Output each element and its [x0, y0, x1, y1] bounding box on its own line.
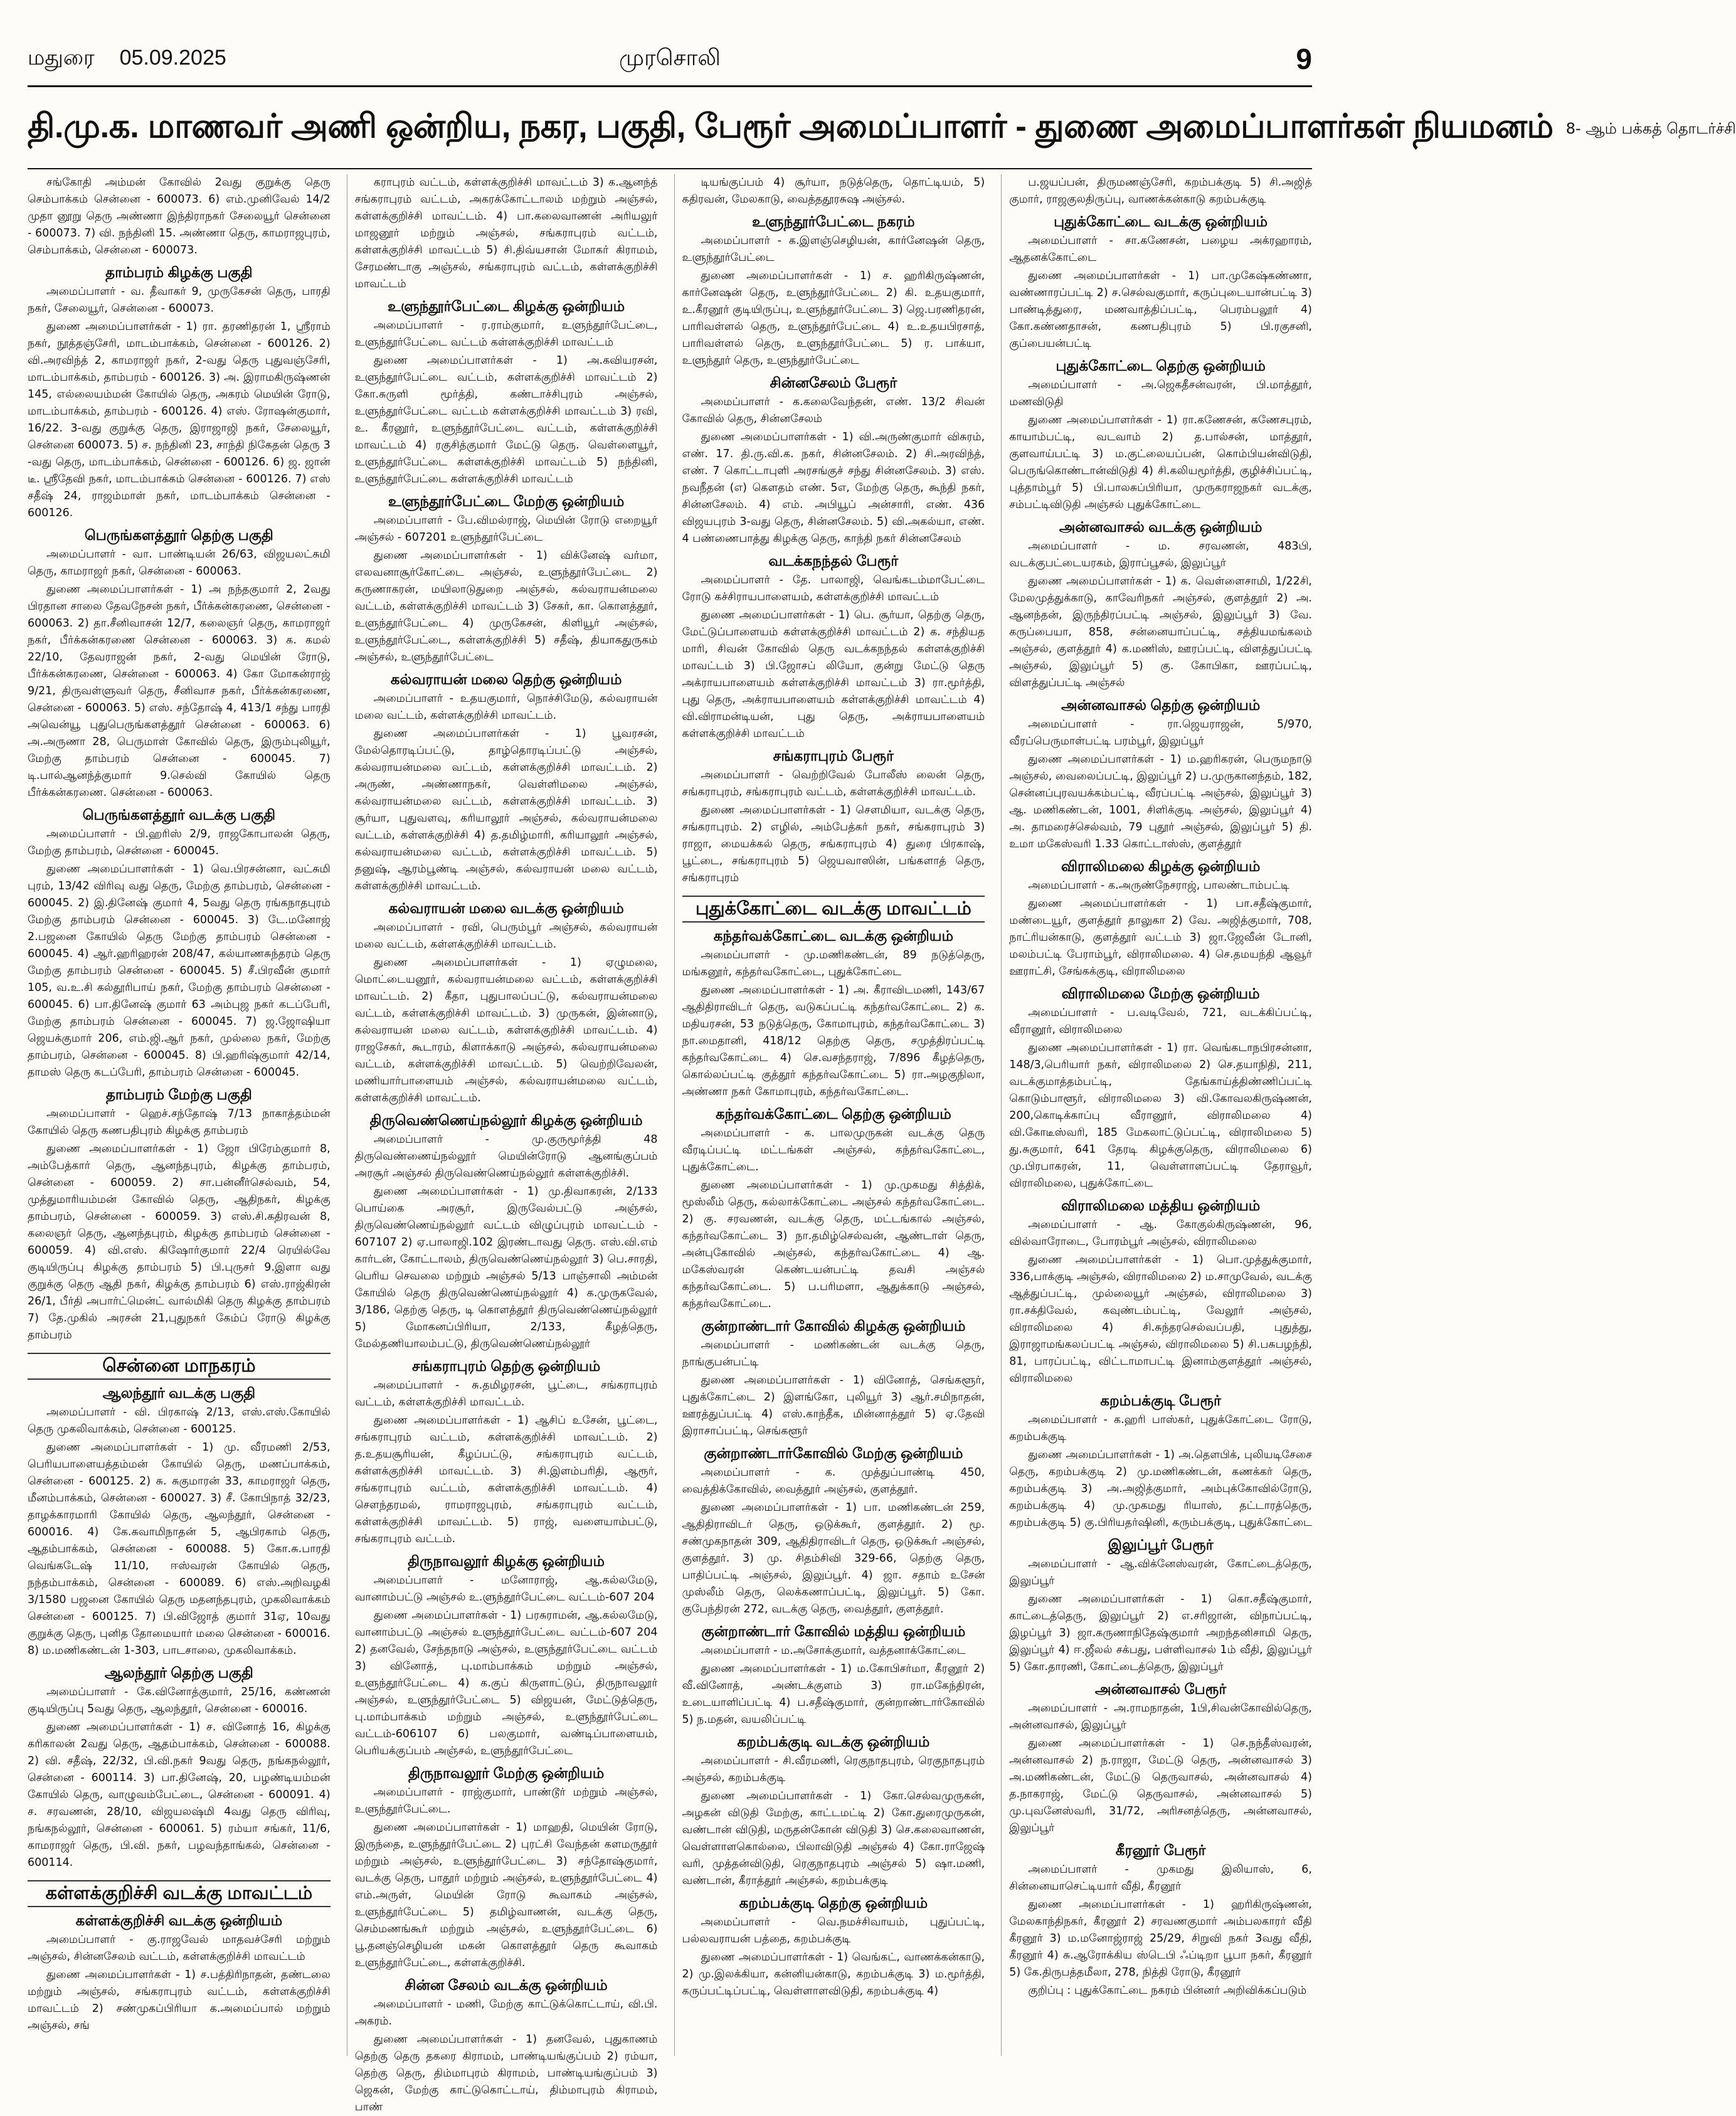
- article-column-4: [1001, 174, 1312, 2056]
- section-heading: திருநாவலூர் மேற்கு ஒன்றியம்: [408, 1765, 605, 1781]
- section-heading: சங்கராபுரம் தெற்கு ஒன்றியம்: [412, 1358, 601, 1374]
- section-heading: விராலிமலை கிழக்கு ஒன்றியம்: [1061, 858, 1261, 874]
- paragraph: அமைப்பாளர் - கு.ராஜவேல் மாதவச்சேரி மற்றும் அஞ்சல், சின்னசேலம் வட்டம், கள்ளக்குறிச்சி மாவட்டம்: [28, 1933, 331, 1963]
- paragraph: அமைப்பாளர் - பே.விமல்ராஜ், மெயின் ரோடு எறையூர் அஞ்சல் - 607201 உளுந்தூர்பேட்டை: [354, 514, 658, 544]
- continued-note: 8- ஆம் பக்கத் தொடர்ச்சி: [1565, 120, 1736, 137]
- paragraph: துணை அமைப்பாளர்கள் - 1) வெ.பிரசன்னா, வட்சுமி புரம், 13/42 விரிவு வது தெரு, மேற்கு தாம்பரம், சென்னை - 600045. 2) இ.தினேஷ் குமார் 4, 5வது தெரு ரங்கநாதபுரம் மேற்கு தாம்பரம் சென்னை - 600045. 3) டே.மனோஜ் 2.பஜனை கோயில் தெரு மேற்கு தாம்பரம் சென்னை - 600045. 4) ஆர்.ஹரிஹரன் 208/47, கல்யாணசுந்தரம் தெரு மேற்கு தாம்பரம் சென்னை - 600045. 5) சீ.பிரவீன் குமார் 105, வ.உ.சி கல்தூரிபாய் நகர், மேற்கு தாம்பரம் சென்னை - 600045. 6) பா.தினேஷ் குமார் 63 அம்புஜ நகர் கடப்பேரி, மேற்கு தாம்பரம் சென்னை - 600045. 7) ஜ.ஜோஷியா ஜெயக்குமார் 206, எம்.ஜி.ஆர் நகர், முல்லை நகர், மேற்கு தாம்பரம், சென்னை - 600045. 8) பி.ஹரிஷ்குமார் 42/14, தாமஸ் தெரு கடப்பேரி, தாம்பரம் சென்னை - 600045.: [28, 863, 331, 1079]
- section-heading: கீரனூர் பேரூர்: [1115, 1842, 1206, 1858]
- section-heading: குன்றாண்டார் கோவில் கிழக்கு ஒன்றியம்: [701, 1318, 966, 1334]
- section-heading: புதுக்கோட்டை தெற்கு ஒன்றியம்: [1056, 357, 1266, 374]
- paragraph: துணை அமைப்பாளர்கள் - 1) மு. வீரமணி 2/53, பெரியபாளையத்தம்மன் கோயில் தெரு, மணப்பாக்கம், சென்னை - 600125. 2) சு. சுகுமாரன் 33, காமராஜர் தெரு, மீனம்பாக்கம், சென்னை - 600027. 3) சீ. கோபிநாத் 32/23, தாழக்காரமாரி கோயில் தெரு, ஆலந்தூர், சென்னை - 600016. 4) கே.சுவாமிநாதன் 5, ஆபிரகாம் தெரு, ஆதம்பாக்கம், சென்னை - 600088. 5) கோ.சு.பாரதி வெங்கடேஷ் 11/10, ஈஸ்வரன் கோயில் தெரு, நந்தம்பாக்கம், சென்னை - 600089. 6) எஸ்.அறிவழகி 3/1580 பஜனை கோயில் தெரு மதனந்தபுரம், முகலிவாக்கம் சென்னை - 600125. 7) பி.விஜோத் குமார் 31ஏ, 10வது குறுக்கு தெரு, புனித தோமையார் மலை சென்னை - 600016. 8) ம.மணிகண்டன் 1-303, பாடசாலை, முகலிவாக்கம்.: [28, 1441, 331, 1657]
- paragraph: துணை அமைப்பாளர்கள் - 1) ரா.கணேசன், கணேசபுரம், காயாம்பட்டி, வடவாம் 2) த.பால்சன், மாத்தூர், குளவாய்பட்டி 3) ம.குட்லையப்பன், கொம்பியன்விடுதி, பெருங்கொண்டான்விடுதி 4) சி.கலியமூர்த்தி, குழிச்சிப்பட்டி, புத்தாம்பூர் 5) பி.பாலசுப்பிரியா, முருகராஜநகர் வடக்கு, சம்பட்டிவிடுதி அஞ்சல் புதுக்கோட்டை: [1009, 414, 1312, 511]
- section-heading: வடக்கநந்தல் பேரூர்: [768, 553, 899, 569]
- paragraph: துணை அமைப்பாளர்கள் - 1) வி.அருண்குமார் விசுரம், எண். 17. தி.ரு.வி.க. நகர், சின்னசேலம். 2) சி.அரவிந்த், எண். 7 கொட்டாபுளி அரசங்குச் சந்து சின்னசேலம். 3) எஸ். நவநீதன் (எ) கௌதம் எண். 5எ, மேற்கு தெரு, கூந்தி நகர், சின்னசேலம். 4) எம். அபியூப் அன்சாரி, எண். 436 விஜயபுரம் 3-வது தெரு, சின்னசேலம். 5) வி.அகல்யா, எண். 4 பண்ணைபாத்து கிழக்கு தெரு, காந்தி நகர் சின்னசேலம்: [682, 431, 985, 545]
- paragraph: துணை அமைப்பாளர்கள் - 1) பரசுராமன், ஆ.கல்லமேடு, வானாம்பட்டு அஞ்சல் உளுந்தூர்பேட்டை வட்டம்-607 204 2) தனவேல், சேந்தநாடு அஞ்சல், உளுந்தூர்பேட்டை வட்டம் 3) வினோத், பு.மாம்பாக்கம் மற்றும் அஞ்சல், உளுந்தூர்பேட்டை 4) க.குப் கிருளாட்டுப், திருநாவலூர் அஞ்சல், உளுந்தூர்பேட்டை 5) விஜயன், மேட்டுத்தெரு, பு.மாம்பாக்கம் மற்றும் அஞ்சல், உளுந்தூர்பேட்டை வட்டம்-606107 6) பலகுமார், வண்டிப்பாளையம், பெரியக்குப்பம் அஞ்சல், உளுந்தூர்பேட்டை: [354, 1609, 658, 1757]
- article-column-1: [28, 174, 331, 2056]
- paragraph: துணை அமைப்பாளர்கள் - 1) மு.திவாகரன், 2/133 பொய்கை அரசூர், இருவேல்பட்டு அஞ்சல், திருவெண்ணெய்நல்லூர் வட்டம் விழுப்புரம் மாவட்டம் - 607107 2) ஏ.பாலாஜி.102 இரண்டாவது தெரு. எஸ்.வி.எம் கார்டன், கோட்டாலம், திருவெண்ணெய்நல்லூர் 3) பெ.சாரதி, பெரிய செவலை மற்றும் அஞ்சல் 5/13 பாஞ்சாலி அம்மன் கோயில் தெரு திருவெண்ணெய்நல்லூர் 4) க.முருகவேல், 3/186, தெற்கு தெரு, டி கொளத்தூர் திருவெண்ணெய்நல்லூர் 5) மோகனப்பிரியா, 2/133, கீழத்தெரு, மேல்தணியாலம்பட்டு, திருவெண்ணெய்நல்லூர்: [354, 1185, 658, 1350]
- section-heading: கந்தர்வக்கோட்டை தெற்கு ஒன்றியம்: [715, 1106, 951, 1122]
- paragraph: துணை அமைப்பாளர்கள் - 1) பா.முகேஷ்கண்ணா, வண்ணாரப்பட்டி 2) ச.செல்வகுமார், கருப்புடையான்பட்டி 3) பாண்டித்துரை, மணவாத்திப்பட்டி, பெரம்பலூர் 4) கோ.கண்ணதாசன், கணபதிபுரம் 5) பி.ரகுசனி, குப்பையன்பட்டி: [1009, 270, 1312, 350]
- paragraph: அமைப்பாளர் - மு.குருமூர்த்தி 48 திருவெண்ணைய்நல்லூர் மெயின்ரோடு ஆனங்குப்பம் அரசூர் அஞ்சல் திருவெண்ணெய்நல்லூர் கள்ளக்குறிச்சி.: [354, 1133, 658, 1180]
- paragraph: துணை அமைப்பாளர்கள் - 1) மு.முகமது சித்திக், மூஸ்லீம் தெரு, கல்லாக்கோட்டை அஞ்சல் கந்தர்வகோட்டை. 2) கு. சரவணன், வடக்கு தெரு, மட்டங்கால் அஞ்சல், கந்தர்வகோட்டை 3) நா.தமிழ்செல்வன், ஆண்டாள் தெரு, அன்புகோவில் அஞ்சல், கந்தர்வகோட்டை 4) ஆ. மகேஸ்வரன் கெண்டயன்பட்டி தவசி அஞ்சல் கந்தர்வகோட்டை. 5) ப.பரிமளா, ஆதுக்காடு அஞ்சல், கந்தர்வகோட்டை.: [682, 1179, 985, 1310]
- paragraph: அமைப்பாளர் - கே.வினோத்குமார், 25/16, கண்ணன் குடியிருப்பு 5வது தெரு, ஆலந்தூர், சென்னை - 600016.: [28, 1686, 331, 1715]
- masthead-rule: [28, 85, 1312, 87]
- paragraph: அமைப்பாளர் - மணி, மேற்கு காட்டுக்கொட்டாய், வி.பி. அகரம்.: [354, 1998, 658, 2028]
- section-heading: திருநாவலூர் கிழக்கு ஒன்றியம்: [408, 1553, 605, 1569]
- paragraph: அமைப்பாளர் - வி. பிரகாஷ் 2/13, எஸ்.எஸ்.கோயில் தெரு முகலிவாக்கம், சென்னை - 600125.: [28, 1406, 331, 1436]
- paragraph: டியங்குப்பம் 4) சூர்யா, நடுத்தெரு, தொட்டியம், 5) கதிரவன், மேலகாடு, வைத்ததூரசுஷ அஞ்சல்.: [682, 176, 985, 206]
- section-heading: விராலிமலை மத்திய ஒன்றியம்: [1061, 1197, 1261, 1214]
- paragraph: அமைப்பாளர் - சா.கணேசன், பழைய அக்ரஹாரம், ஆதனக்கோட்டை: [1009, 235, 1312, 264]
- section-heading: தாம்பரம் கிழக்கு பகுதி: [105, 264, 253, 280]
- paragraph: அமைப்பாளர் - க.ஹரி பாஸ்கர், புதுக்கோட்டை ரோடு, கறம்பக்குடி: [1009, 1414, 1312, 1443]
- paragraph: துணை அமைப்பாளர்கள் - 1) கோ.செல்வமுருகன், அழகன் விடுதி மேற்கு, காட்டமட்டி 2) கோ.துரைமுருகன், வண்டான் விடுதி, மருதன்கோன் விடுதி 3) செ.கலைவாணன், வெள்ளாளகொல்லை, பிலாவிடுதி அஞ்சல் 4) கோ.ராஜேஷ் வரி, முத்தன்விடுதி, ரெகுநாதபுரம் அஞ்சல் 5) ஷா.மணி, வண்டான், கீராத்தூர் அஞ்சல், கறம்பக்குடி: [682, 1790, 985, 1887]
- paragraph: துணை அமைப்பாளர்கள் - 1) பெ. சூர்யா, தெற்கு தெரு, மேட்டுப்பாளையம் கள்ளக்குறிச்சி மாவட்டம் 2) க. சந்தியத மாரி, சிவன் கோவில் தெரு வடக்கநந்தல் கள்ளக்குறிச்சி மாவட்டம் 3) பி.ஜோசப் லியோ, குன்று மேட்டு தெரு அக்ராயபாளையம் கள்ளக்குறிச்சி மாவட்டம் 3) ரா.மூர்த்தி, புது தெரு, அக்ராயபாளையம் கள்ளக்குறிச்சி மாவட்டம் 4) வி.விராமன்டியன், புது தெரு, அக்ராயபாளையம் கள்ளக்குறிச்சி மாவட்டம்: [682, 609, 985, 740]
- paragraph: அமைப்பாளர் - மணிகண்டன் வடக்கு தெரு, நாங்குபன்பட்டி: [682, 1339, 985, 1368]
- paragraph: துணை அமைப்பாளர்கள் - 1) ஹரிகிருஷ்ணன், மேலகாந்திநகர், கீரனூர் 2) சரவணகுமார் அம்பலகாரர் வீதி கீரனூர் 3) ம.மனோஜ்ராஜ் 25/29, சிறுவி நகர் 3வது வீதி, கீரனூர் 4) சு.ஆரோக்கிய ஸ்டெபி ஃப்டிறா பூபா நகர், கீரனூர் 5) கே.திருபத்தமீலா, 278, நித்தி ரோடு, கீரனூர்: [1009, 1898, 1312, 1979]
- paragraph: துணை அமைப்பாளர்கள் - 1) செ.நந்தீஸ்வரன், அன்னவாசல் 2) ந.ராஜா, மேட்டு தெரு, அன்னவாசல் 3) அ.மணிகண்டன், மேட்டு தெருவாசல், அன்னவாசல் 4) த.நாகராஜ், மேட்டு தெருவாசல், அன்னவாசல் 5) மு.புவனேஸ்வரி, 31/72, அரிசனத்தெரு, அன்னவாசல், இலுப்பூர்: [1009, 1737, 1312, 1834]
- section-heading: சின்ன சேலம் வடக்கு ஒன்றியம்: [405, 1977, 608, 1993]
- paragraph: துணை அமைப்பாளர்கள் - 1) ச.பத்திரிநாதன், தண்டலை மற்றும் அஞ்சல், சங்கராபுரம் வட்டம், கள்ளக்குறிச்சி மாவட்டம் 2) சண்முகப்பிரியா க.அமைப்பால் மற்றும் அஞ்சல், சங்: [28, 1969, 331, 2032]
- section-heading: கறம்பக்குடி வடக்கு ஒன்றியம்: [737, 1733, 930, 1750]
- paragraph: துணை அமைப்பாளர்கள் - 1) ம.கோபிசர்மா, கீரனூர் 2) வீ.வினோத், அண்டக்குளம் 3) ரா.மகேந்திரன், உடையாளிப்பட்டி 4) ப.சதீஷ்குமார், குன்றாண்டார்கோவில் 5) ந.மதன், வயலிப்பட்டி: [682, 1663, 985, 1726]
- paragraph: துணை அமைப்பாளர்கள் - 1) ரா. தரணிதரன் 1, ஸ்ரீராம் நகர், நூத்தஞ்சேரி, மாடம்பாக்கம், சென்னை - 600126. 2) வி.அரவிந்த் 2, காமராஜர் நகர், 2-வது தெரு புதுவஞ்சேரி, மாடம்பாக்கம், தாம்பரம் - 600126. 3) அ. இராமகிருஷ்ணன் 145, எல்லையம்மன் கோயில் தெரு, அகரம் மெயின் ரோடு, மாடம்பாக்கம், தாம்பரம் - 600126. 4) எஸ். ரோஷன்குமார், 16/22. 3-வது குறுக்கு தெரு, இராஜாஜி நகர், சேலையூர், சென்னை 600073. 5) ச. நந்தினி 23, சாந்தி நிகேதன் தெரு 3 -வது தெரு, மாடம்பாக்கம், சென்னை - 600126. 6) ஜ. ஜான் டீ. ஸ்ரீதேவி நகர், மாடம்பாக்கம் சென்னை - 600126. 7) எஸ் சதீஷ் 24, ராஜம்மாள் நகர், மாடம்பாக்கம் சென்னை - 600126.: [28, 320, 331, 519]
- paragraph: அமைப்பாளர் - வா. பாண்டியன் 26/63, விஜயலட்சுமி தெரு, காமராஜர் நகர், சென்னை - 600063.: [28, 548, 331, 578]
- article-column-2: [347, 174, 658, 2113]
- section-heading: கறம்பக்குடி தெற்கு ஒன்றியம்: [739, 1895, 928, 1911]
- section-heading: திருவெண்ணெய்நல்லூர் கிழக்கு ஒன்றியம்: [369, 1112, 643, 1128]
- district-heading: கள்ளக்குறிச்சி வடக்கு மாவட்டம்: [28, 1880, 331, 1907]
- section-heading: ஆலந்தூர் வடக்கு பகுதி: [102, 1385, 256, 1401]
- paragraph: அமைப்பாளர் - வெற்றிவேல் போலீஸ் லைன் தெரு, சங்கராபுரம், சங்கராபுரம் வட்டம், கள்ளக்குறிச்சி மாவட்டம்.: [682, 769, 985, 798]
- paragraph: துணை அமைப்பாளர்கள் - 1) ஆசிப் உசேன், பூட்டை, சங்கராபுரம் வட்டம், கள்ளக்குறிச்சி மாவட்டம். 2) த.உதயசூரியன், கீழப்பட்டு, சங்கராபுரம் வட்டம், கள்ளக்குறிச்சி மாவட்டம். 3) சி.இளம்பரிதி, ஆரூர், சங்கராபுரம் வட்டம், கள்ளக்குறிச்சி மாவட்டம். 4) சௌந்தரமல், ராமராஜபுரம், சங்கராபுரம் வட்டம், கள்ளக்குறிச்சி மாவட்டம். 5) ராஜ், வளையாம்பட்டு, சங்கராபுரம் வட்டம்.: [354, 1414, 658, 1545]
- masthead-date: 05.09.2025: [119, 45, 226, 70]
- paragraph: அமைப்பாளர் - ரா.ஜெயராஜன், 5/970, வீரப்பெருமாள்பட்டி பரம்பூர், இலுப்பூர்: [1009, 718, 1312, 748]
- paragraph: துணை அமைப்பாளர்கள் - 1) க. வெள்ளைசாமி, 1/22சி, மேலமுத்துக்காடு, காவேரிநகர் அஞ்சல், குளத்தூர் 2) அ. ஆனந்தன், இருந்திரப்பட்டி அஞ்சல், இலுப்பூர் 3) வே. கருப்பையா, 858, சன்னையாப்பட்டி, சத்தியமங்கலம் அஞ்சல், குளத்தூர் 4) க.மணிஸ், ஊரப்பட்டி, விளத்துப்பட்டி அஞ்சல், இலுப்பூர் 5) கு. கோபிகா, ஊரப்பட்டி, விளத்துப்பட்டி அஞ்சல்: [1009, 575, 1312, 689]
- paragraph: துணை அமைப்பாளர்கள் - 1) பூவரசன், மேல்தொரடிப்பட்டு, தாழ்தொரடிப்பட்டு அஞ்சல், கல்வராயன்மலை வட்டம், கள்ளக்குறிச்சி மாவட்டம். 2) அருண், அண்ணாநகர், வெள்ளிமலை அஞ்சல், கல்வராயன்மலை வட்டம், கள்ளக்குறிச்சி மாவட்டம். 3) சூர்யா, புதுவளவு, கரியாலூர் அஞ்சல், கல்வராயன்மலை வட்டம், கள்ளக்குறிச்சி 4) த.தமிழ்மாரி, கரியாலூர் அஞ்சல், கல்வராயன்மலை வட்டம், கள்ளக்குறிச்சி மாவட்டம். 5) தனுஷ், ஆரம்பூண்டி அஞ்சல், கல்வராயன் மலை வட்டம், கள்ளக்குறிச்சி மாவட்டம்.: [354, 727, 658, 892]
- section-heading: அன்னவாசல் பேரூர்: [1094, 1681, 1227, 1697]
- paragraph: அமைப்பாளர் - மு.மணிகண்டன், 89 நடுத்தெரு, மங்கனூர், கந்தர்வகோட்டை, புதுக்கோட்டை: [682, 949, 985, 978]
- paragraph: அமைப்பாளர் - பி.ஹரிஸ் 2/9, ராஜகோபாலன் தெரு, மேற்கு தாம்பரம், சென்னை - 600045.: [28, 828, 331, 857]
- paragraph: துணை அமைப்பாளர்கள் - 1) ம.ஹரிகரன், பெருமநாடு அஞ்சல், வைலைப்பட்டி, இலுப்பூர் 2) ப.முருகானந்தம், 182, சென்னப்புரவயக்கம்பட்டி, வீரப்பட்டி அஞ்சல், இலுப்பூர் 3) ஆ. மணிகண்டன், 1001, சிளிக்குடி அஞ்சல், இலுப்பூர் 4) அ. தாமரைச்செல்வம், 79 புதூர் அஞ்சல், இலுப்பூர் 5) தி. உமா மகேஸ்வரி 1.33 கொட்டாஸ்ஸ், குளத்தூர்: [1009, 753, 1312, 850]
- paragraph: அமைப்பாளர் - வ. தீவாகர் 9, முருகேசன் தெரு, பாரதி நகர், சேலையூர், சென்னை - 600073.: [28, 285, 331, 315]
- masthead-city: மதுரை: [28, 45, 95, 70]
- paragraph: அமைப்பாளர் - சி.வீரமணி, ரெகுநாதபுரம், ரெகுநாதபுரம் அஞ்சல், கறம்பக்குடி: [682, 1755, 985, 1784]
- section-heading: தாம்பரம் மேற்கு பகுதி: [105, 1086, 252, 1103]
- section-heading: இலுப்பூர் பேரூர்: [1108, 1537, 1214, 1553]
- paragraph: துணை அமைப்பாளர்கள் - 1) பா. மணிகண்டன் 259, ஆதிதிராவிடர் தெரு, ஒடுக்கூர், குளத்தூர். 2) மூ. சண்முகநாதன் 309, ஆதிதிராவிடர் தெரு, ஒடுக்கூர் அஞ்சல், குளத்தூர். 3) மு. சிதம்சிவி 329-66, தெற்கு தெரு, பாதிப்பட்டி அஞ்சல், இலுப்பூர். 4) ஜா. சதாம் உசேன் முஸ்லீம் தெரு, லெக்கணாப்பட்டி, இலுப்பூர். 5) கோ. குபேந்திரன் 272, வடக்கு தெரு, வைத்தூர், குளத்தூர்.: [682, 1501, 985, 1616]
- paragraph: துணை அமைப்பாளர்கள் - 1) ச. வினோத் 16, கிழக்கு கரிகாலன் 2வது தெரு, ஆதம்பாக்கம், சென்னை - 600088. 2) வி. சதீஷ், 22/32, பி.வி.நகர் 9வது தெரு, நங்கநல்லூர், சென்னை - 600114. 3) பா.தினேஷ், 20, பழண்டியம்மன் கோயில் தெரு, வாழுவம்பேட்டை, சென்னை - 600091. 4) ச. சரவணன், 28/10, விஜயலஷ்மி 4வது தெரு விரிவு, நங்கநல்லூர், சென்னை - 600061. 5) ரம்யா சங்கர், 11/6, காமராஜர் தெரு, பி.வி. நகர், பழவந்தாங்கல், சென்னை - 600114.: [28, 1721, 331, 1869]
- section-heading: புதுக்கோட்டை வடக்கு ஒன்றியம்: [1054, 213, 1268, 230]
- paragraph: துணை அமைப்பாளர்கள் - 1) ச. ஹரிகிருஷ்ணன், கார்னேஷன் தெரு, உளுந்தூர்பேட்டை 2) கி. உதயகுமார், உ.கீரனூர் குடியிருப்பு, உளுந்தூர்பேட்டை 3) ஜெ.பரணிதரன், பாரிவள்ளல் தெரு, உளுந்தூர்பேட்டை 4) உ.உதயபிரசாத், பாரிவள்ளல் தெரு, உளுந்தூர்பேட்டை 5) ர. பாக்யா, உளுந்தூர் தெரு, உளுந்தூர்பேட்டை: [682, 270, 985, 367]
- section-heading: பெருங்களத்தூர் வடக்கு பகுதி: [82, 807, 276, 823]
- section-heading: ஆலந்தூர் தெற்கு பகுதி: [104, 1664, 253, 1681]
- section-heading: குன்றாண்டார் கோவில் மத்திய ஒன்றியம்: [701, 1623, 966, 1639]
- paragraph: குறிப்பு : புதுக்கோட்டை நகரம் பின்னர் அறிவிக்கப்படும்: [1028, 1984, 1307, 1997]
- paragraph: அமைப்பாளர் - ஆ.விக்னேஸ்வரன், கோட்டைத்தெரு, இலுப்பூர்: [1009, 1558, 1312, 1587]
- district-heading: புதுக்கோட்டை வடக்கு மாவட்டம்: [682, 896, 985, 923]
- paragraph: துணை அமைப்பாளர்கள் - 1) அ.தௌபிக், புலியடிசேசை தெரு, கறம்பக்குடி 2) மு.மணிகண்டன், கணக்கர் தெரு, கறம்பக்குடி 3) அ.அஜித்குமார், அம்புக்கோவில்ரோடு, கறம்பக்குடி 4) மு.முகமது ரியாஸ், தட்டாரத்தெரு, கறம்பக்குடி 5) கு.பிரியதர்ஷினி, கரும்பக்குடி, புதுக்கோட்டை: [1009, 1449, 1312, 1529]
- page-number: 9: [1296, 43, 1312, 75]
- paragraph: துணை அமைப்பாளர்கள் - 1) அ நந்தகுமார் 2, 2வது பிரதான சாலை தேவநேசன் நகர், பீர்க்கன்கரணை, சென்னை - 600063. 2) தா.சீனிவாசன் 12/7, கலைஞர் தெரு, காமராஜர் நகர், பீர்க்கன்கரணை சென்னை - 600063. 3) க. கமல் 22/10, தேவராஜன் நகர், 2-வது மெயின் ரோடு, பீர்க்கன்கரணை, சென்னை - 600063. 4) கோ மோகன்ராஜ் 9/21, திருவள்ளுவர் தெரு, சீனிவாச நகர், பீர்க்கன்கரணை, சென்னை - 600063. 5) எஸ். சந்தோஷ் 4, 413/1 சந்து பாரதி அவென்யூ புதுபெருங்களத்தூர் சென்னை - 600063. 6) அ.அருணா 28, பெருமாள் கோவில் தெரு, இரும்புலியூர், மேற்கு தாம்பரம் சென்னை - 600045. 7) டி.பால்ஆனந்த்குமார் 9.செல்வி கோயில் தெரு பீர்க்கன்கரணை. சென்னை - 600063.: [28, 583, 331, 799]
- paragraph: துணை அமைப்பாளர்கள் - 1) பொ.முத்துக்குமார், 336,பாக்குடி அஞ்சல், விராலிமலை 2) ம.சாமுவேல், வடக்கு ஆத்துப்பட்டி, முல்லையூர் அஞ்சல், விராலிமலை 3) ரா.சக்திவேல், கவுண்டம்பட்டி, வேலூர் அஞ்சல், விராலிமலை 4) சி.சுந்தரசெல்வப்பதி, புதுத்து, இராஜாமங்கலப்பட்டி அஞ்சல், விராலிமலை 5) சி.பசுபழந்தி, 81, பாரப்பட்டி, விட்டாமாபட்டி இனாம்குளத்தூர் அஞ்சல், விராலிமலை: [1009, 1254, 1312, 1385]
- paragraph: அமைப்பாளர் - ம.அசோக்குமார், வத்தனாக்கோட்டை: [701, 1644, 966, 1657]
- paragraph: துணை அமைப்பாளர்கள் - 1) வினோத், செங்களூர், புதுக்கோட்டை 2) இளங்கோ, புலியூர் 3) ஆர்.சமிநாதன், ஊரத்துப்பட்டி 4) எஸ்.காந்தீக, மின்னாத்தூர் 5) ஏ.தேவி இராசாப்பட்டி, செங்களூர்: [682, 1374, 985, 1437]
- paragraph: அமைப்பாளர் - தே. பாலாஜி, வெங்கடம்மாபேட்டை ரோடு கச்சிராயபாளையம், கள்ளக்குறிச்சி மாவட்டம்: [682, 574, 985, 603]
- paragraph: அமைப்பாளர் - க.அருண்நேசராஜ், பாலண்டாம்பட்டி: [1028, 879, 1289, 892]
- paragraph: துணை அமைப்பாளர்கள் - 1) தனவேல், புதுகாணம் தெற்கு தெரு தகரை கிராமம், பாண்டியங்குப்பம் 2) ரம்யா, தெற்கு தெரு, திம்மாபுரம் கிராமம், பாண்டியங்குப்பம் 3) ஜெகன், மேற்கு காட்டுகொட்டாய், திம்மாபுரம் கிராமம், பாண்: [354, 2033, 658, 2113]
- paragraph: அமைப்பாளர் - வெ.நமச்சிவாயம், புதுப்பட்டி, பல்லவராயன் பத்தை, கறம்பக்குடி: [682, 1916, 985, 1945]
- paragraph: அமைப்பாளர் - உதயகுமார், நொச்சிமேடு, கல்வராயன் மலை வட்டம், கள்ளக்குறிச்சி மாவட்டம்.: [354, 692, 658, 722]
- article-column-3: [674, 174, 985, 2056]
- headline-title: தி.மு.க. மாணவர் அணி ஒன்றிய, நகர, பகுதி, பேரூர் அமைப்பாளர் - துணை அமைப்பாளர்கள் நியமனம்: [28, 108, 1553, 145]
- paragraph: அமைப்பாளர் - க. பாலமுருகன் வடக்கு தெரு வீரடிப்பட்டி மட்டங்கள் அஞ்சல், கந்தர்வகோட்டை, புதுக்கோட்டை.: [682, 1127, 985, 1173]
- paragraph: அமைப்பாளர் - ர.ராம்குமார், உளுந்தூர்பேட்டை, உளுந்தூர்பேட்டை வட்டம் கள்ளக்குறிச்சி மாவட்டம்: [354, 319, 658, 349]
- paragraph: அமைப்பாளர் - க.இளஞ்செழியன், கார்னேஷன் தெரு, உளுந்தூர்பேட்டை: [682, 235, 985, 264]
- paragraph: துணை அமைப்பாளர்கள் - 1) ரா. வெங்கடாநபிரசன்னா, 148/3,பெரியார் நகர், விராலிமலை 2) செ.தயாநிதி, 211, வடக்குமாத்தம்பட்டி, தேங்காய்த்திண்ணிப்பட்டி கொடும்பாளூர், விராலிமலை 3) வி.கோவலகிருஷ்ணன், 200,கொடிக்காப்பு வீரானூர், விராலிமலை 4) வி.கோடீஸ்வரி, 185 மேகலாட்டுப்பட்டி, விராலிமலை 5) து.சுகுமார், 641 தேரடி கிழக்குதெரு, விராலிமலை 6) மு.பிரபாகரன், 11, வெள்ளாளப்பட்டி தேராவூர், விராலிமலை, புதுக்கோட்டை: [1009, 1042, 1312, 1190]
- paragraph: துணை அமைப்பாளர்கள் - 1) ஜோ பிரேம்குமார் 8, அம்பேத்கார் தெரு, ஆனந்தபுரம், கிழக்கு தாம்பரம், சென்னை - 600059. 2) சா.பன்னீர்செல்வம், 54, முத்துமாரியம்மன் கோவில் தெரு, ஆதிநகர், கிழக்கு தாம்பரம், சென்னை - 600059. 3) எஸ்.சி.கதிரவன் 8, கலைஞர் தெரு, ஆனந்தபுரம், கிழக்கு தாம்பரம் சென்னை - 600059. 4) வி.எஸ். கிஷோர்குமார் 22/4 ரெயில்வே குடியிருப்பு கிழக்கு தாம்பரம் 5) பி.புருசர் 9.இளா வது குறுக்கு தெரு ஆதி நகர், கிழக்கு தாம்பரம் 6) எஸ்.ராஜ்கிரன் 26/1, பீர்தி அபார்ட்மென்ட் வால்மிகி தெரு கிழக்கு தாம்பரம் 7) தே.முகில் அரசன் 21,புதுநகர் கேம்ப் ரோடு கிழக்கு தாம்பரம்: [28, 1143, 331, 1341]
- section-heading: கள்ளக்குறிச்சி வடக்கு ஒன்றியம்: [75, 1912, 283, 1928]
- section-heading: உளுந்தூர்பேட்டை கிழக்கு ஒன்றியம்: [388, 298, 625, 314]
- paragraph: அமைப்பாளர் - ம. சரவணன், 483பி, வடக்குபட்டையரகம், இராப்பூசல், இலுப்பூர்: [1009, 540, 1312, 569]
- paragraph: அமைப்பாளர் - ஹெச்.சந்தோஷ் 7/13 நாகாத்தம்மன் கோயில் தெரு கணபதிபுரம் கிழக்கு தாம்பரம்: [28, 1108, 331, 1137]
- paragraph: அமைப்பாளர் - க.கலைவேந்தன், எண். 13/2 சிவன் கோவில் தெரு, சின்னசேலம்: [682, 396, 985, 425]
- paragraph: துணை அமைப்பாளர்கள் - 1) சௌமியா, வடக்கு தெரு, சங்கராபுரம். 2) எழில், அம்பேத்கர் நகர், சங்கராபுரம் 3) ராஜா, மையக்கல் தெரு, சங்கராபுரம் 4) துரை பிரகாஷ், பூட்டை, சங்கராபுரம் 5) ஜெயவாஸின், பங்களாத் தெரு, சங்கராபுரம்: [682, 804, 985, 884]
- paragraph: அமைப்பாளர் - அ.ராமநாதன், 1பி,சிவன்கோவில்தெரு, அன்னவாசல், இலுப்பூர்: [1009, 1702, 1312, 1732]
- section-heading: உளுந்தூர்பேட்டை மேற்கு ஒன்றியம்: [388, 493, 625, 509]
- section-heading: சங்கராபுரம் பேரூர்: [773, 748, 894, 764]
- section-heading: உளுந்தூர்பேட்டை நகரம்: [752, 213, 915, 230]
- section-heading: கறம்பக்குடி பேரூர்: [1100, 1392, 1221, 1409]
- paragraph: அமைப்பாளர் - ப.வடிவேல், 721, வடக்கிப்பட்டி, வீரானூர், விராலிமலை: [1009, 1007, 1312, 1036]
- paragraph: அமைப்பாளர் - முகமது இலியாஸ், 6, சின்னையாசெட்டியார் வீதி, கீரனூர்: [1009, 1863, 1312, 1893]
- headline: [28, 94, 1736, 163]
- paragraph: அமைப்பாளர் - ராஜ்குமார், பாண்டூர் மற்றும் அஞ்சல், உளுந்தூர்பேட்டை.: [354, 1786, 658, 1816]
- masthead: [28, 36, 1312, 82]
- paragraph: துணை அமைப்பாளர்கள் - 1) விக்னேஷ் வர்மா, எலவனாசூர்கோட்டை அஞ்சல், உளுந்தூர்பேட்டை 2) கருணாகரன், மயிலாடுதுறை அஞ்சல், கல்வராயன்மலை வட்டம், கள்ளக்குறிச்சி மாவட்டம் 3) சேகர், கா. கொளத்தூர், உளுந்தூர்பேட்டை 4) முருகேசன், கிளியூர் அஞ்சல், உளுந்தூர்பேட்டை, கள்ளக்குறிச்சி 5) சதீஷ், தியாகதுருகம் அஞ்சல், உளுந்தூர்பேட்டை: [354, 549, 658, 664]
- headline-rule: [28, 168, 1312, 169]
- paragraph: துணை அமைப்பாளர்கள் - 1) வெங்கட், வாணக்கன்காடு, 2) மு.இலக்கியா, கன்னியன்காடு, கறம்பக்குடி 3) ம.மூர்த்தி, கருப்பட்டிப்பட்டி, வெள்ளாளவிடுதி, கறம்பக்குடி 4): [682, 1951, 985, 1997]
- section-heading: அன்னவாசல் தெற்கு ஒன்றியம்: [1061, 697, 1261, 713]
- paragraph: அமைப்பாளர் - ரவி, பெரும்பூர் அஞ்சல், கல்வராயன் மலை வட்டம், கள்ளக்குறிச்சி மாவட்டம்.: [354, 921, 658, 951]
- section-heading: அன்னவாசல் வடக்கு ஒன்றியம்: [1059, 519, 1262, 535]
- section-heading: கல்வராயன் மலை தெற்கு ஒன்றியம்: [390, 671, 622, 687]
- paragraph: அமைப்பாளர் - அ.ஜெகதீசன்வரன், பி.மாத்தூர், மணவிடுதி: [1009, 379, 1312, 408]
- district-heading: சென்னை மாநகரம்: [28, 1353, 331, 1380]
- section-heading: கந்தர்வக்கோட்டை வடக்கு ஒன்றியம்: [713, 928, 954, 944]
- paragraph: துணை அமைப்பாளர்கள் - 1) அ. கீராவிடமணி, 143/67 ஆதிதிராவிடர் தெரு, வடுகப்பட்டி கந்தர்வகோட்டை 2) க. மதியரசன், 53 நடுத்தெரு, கோமாபுரம், கந்தர்வகோட்டை 3) நா.மைதானி, 418/12 தெற்கு தெரு, சமுத்திரப்பட்டி கந்தர்வகோட்டை 4) செ.வசந்தராஜ், 7/896 கீழத்தெரு, கொல்லப்பட்டி குத்தூர் கந்தர்வகோட்டை 5) ரா.அழகுநிலா, அண்ணா நகர் கோமாபுரம், கந்தர்வகோட்டை.: [682, 984, 985, 1098]
- paragraph: துணை அமைப்பாளர்கள் - 1) அ.கவியரசன், உளுந்தூர்பேட்டை வட்டம், கள்ளக்குறிச்சி மாவட்டம் 2) கோ.சுருளி மூர்த்தி, கண்டாச்சிபுரம் அஞ்சல், உளுந்தூர்பேட்டை வட்டம் கள்ளக்குறிச்சி மாவட்டம் 3) ரவி, உ. கீரனூர், உளுந்தூர்பேட்டை வட்டம், கள்ளக்குறிச்சி மாவட்டம் 4) ரகுசித்குமார் மேட்டு தெரு. வெள்ளையூர், உளுந்தூர்பேட்டை கள்ளக்குறிச்சி மாவட்டம் 5) நந்தினி, உளுந்தூர்பேட்டை கள்ளக்குறிச்சி மாவட்டம்: [354, 354, 658, 485]
- paragraph: சங்கோதி அம்மன் கோவில் 2வது குறுக்கு தெரு செம்பாக்கம் சென்னை - 600073. 6) எம்.முனிவேல் 14/2 முதா னூறு தெரு அண்ணா இந்திராநகர் சேலையூர் சென்னை - 600073. 7) வி. நந்தினி 15. அண்ணா தெரு, காமராஜபுரம், செம்பாக்கம், சென்னை - 600073.: [28, 176, 331, 257]
- article-columns: [28, 174, 1312, 2113]
- section-heading: சின்னசேலம் பேரூர்: [770, 374, 897, 391]
- section-heading: கல்வராயன் மலை வடக்கு ஒன்றியம்: [388, 900, 624, 916]
- section-heading: பெருங்களத்தூர் தெற்கு பகுதி: [84, 527, 273, 543]
- paragraph: அமைப்பாளர் - ஆ. கோகுல்கிருஷ்ணன், 96, வில்வாரோடை, போரம்பூர் அஞ்சல், விராலிமலை: [1009, 1219, 1312, 1248]
- section-heading: விராலிமலை மேற்கு ஒன்றியம்: [1061, 985, 1260, 1002]
- paragraph: துணை அமைப்பாளர்கள் - 1) கொ.சதீஷ்குமார், காட்டைத்தெரு, இலுப்பூர் 2) எ.சரிஜான், விநாப்பட்டி, இழப்பூர் 3) ஜா.கருணாநிதேஷ்குமார் அறந்தனிசாமி தெரு, இலுப்பூர் 4) ஈ.ஜீலல் சக்பது, பள்ளிவாசல் 1ம் வீதி, இலுப்பூர் 5) கோ.தாரணி, கோட்டைத்தெரு, இலுப்பூர்: [1009, 1593, 1312, 1673]
- paragraph: துணை அமைப்பாளர்கள் - 1) ஏழுமலை, மொட்டையனூர், கல்வராயன்மலை வட்டம், கள்ளக்குறிச்சி மாவட்டம். 2) கீதா, புதுபாலப்பட்டு, கல்வராயன்மலை வட்டம், கள்ளக்குறிச்சி மாவட்டம். 3) முருகன், இன்னாடு, கல்வராயன் மலை வட்டம், கள்ளக்குறிச்சி மாவட்டம். 4) ராஜசேகர், கூடாரம், கிளாக்காடு அஞ்சல், கல்வராயன்மலை வட்டம், கள்ளக்குறிச்சி மாவட்டம். 5) வெற்றிவேலன், மணியார்பாளையம் அஞ்சல், கல்வராயன்மலை வட்டம், கள்ளக்குறிச்சி மாவட்டம்.: [354, 956, 658, 1104]
- section-heading: குன்றாண்டார்கோவில் மேற்கு ஒன்றியம்: [704, 1445, 963, 1461]
- paragraph: கராபுரம் வட்டம், கள்ளக்குறிச்சி மாவட்டம் 3) க.ஆனந்த் சங்கராபுரம் வட்டம், அகரக்கோட்டாலம் மற்றும் அஞ்சல், கள்ளக்குறிச்சி மாவட்டம். 4) பா.கலைவாணன் அரியலுர் மாஜனூர் மற்றும் அஞ்சல், சங்கராபுரம் வட்டம், கள்ளக்குறிச்சி மாவட்டம் 5) சி.திவ்யசான் மோகா் கிராமம், சேரமண்டாகு அஞ்சல், சங்கராபுரம் வட்டம், கள்ளக்குறிச்சி மாவட்டம்: [354, 176, 658, 290]
- masthead-paper-name: முரசொலி: [619, 44, 721, 70]
- paragraph: துணை அமைப்பாளர்கள் - 1) மாஹதி, மெயின் ரோடு, இருந்தை, உளுந்தூர்பேட்டை 2) புரட்சி வேந்தன் களமருதூர் மற்றும் அஞ்சல், உளுந்தூர்பேட்டை 3) சந்தோஷ்குமார், வடக்கு தெரு, பாதூர் மற்றும் அஞ்சல், உளுந்தூர்பேட்டை 4) எம்.அருள், மெயின் ரோடு கூவாகம் அஞ்சல், உளுந்தூர்பேட்டை 5) தமிழ்வாணன், வடக்கு தெரு, செம்மணங்கூர் மற்றும் அஞ்சல், உளுந்தூர்பேட்டை 6) பூ.தனஞ்செழியன் மகன் கொளத்தூர் தெரு கூவாகம் உளுந்தூர்பேட்டை, கள்ளக்குறிச்சி.: [354, 1821, 658, 1969]
- paragraph: அமைப்பாளர் - க. முத்துப்பாண்டி 450, வைத்திக்கோவில், வைத்தூர் அஞ்சல், குளத்தூர்.: [682, 1466, 985, 1496]
- paragraph: அமைப்பாளர் - சு.தமிழரசன், பூட்டை, சங்கராபுரம் வட்டம், கள்ளக்குறிச்சி மாவட்டம்.: [354, 1379, 658, 1409]
- paragraph: துணை அமைப்பாளர்கள் - 1) பா.சதீஷ்குமார், மண்டையூர், குளத்தூர் தாலுகா 2) வே. அஜித்குமார், 708, நாட்ரியன்காடு, குளத்தூர் வட்டம் 3) ஜா.ஜேவீன் டோனி, மலம்பட்டி பேராம்பூர், விராலிமலை. 4) செ.தமயந்தி ஆவூர் ஊராட்சி, சேங்கக்குடி, விராலிமலை: [1009, 897, 1312, 978]
- paragraph: ப.ஜயப்பன், திருமணஞ்சேரி, கறம்பக்குடி 5) சி.அஜித் குமார், ராஜகுலதிருப்பு, வாணக்கன்காடு கறம்பக்குடி: [1009, 176, 1312, 206]
- paragraph: அமைப்பாளர் - மனோராஜ், ஆ.கல்லமேடு, வானாம்பட்டு அஞ்சல் உ.ளுந்தூர்பேட்டை வட்டம்-607 204: [354, 1574, 658, 1604]
